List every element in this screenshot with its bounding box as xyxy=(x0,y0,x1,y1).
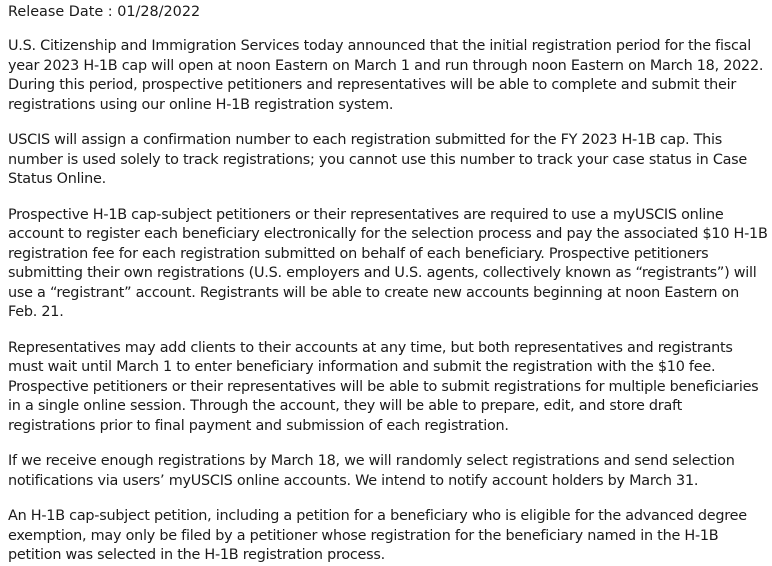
paragraph-selection-notifications: If we receive enough registrations by March 18, we will randomly select registrations and send selection notifications via users’ myUSCIS online accounts. We intend to notify account holders by March 31. xyxy=(8,453,735,489)
paragraph-petition-eligibility: An H-1B cap-subject petition, including a petition for a beneficiary who is eligible for the advanced degree exemption, may only be filed by a petitioner whose registration for the beneficiary named in the H-1B petition was selected in the H-1B registration process. xyxy=(8,508,747,563)
release-date-label: Release Date : xyxy=(8,4,113,20)
paragraph-representatives: Representatives may add clients to their accounts at any time, but both representatives and registrants must wait until March 1 to enter beneficiary information and submit the registration with the $10 fee. Prospective petitioners or their representatives will be able to submit registrations for multiple beneficiaries in a single online session. Through the account, they will be able to prepare, edit, and store draft registrations prior to final payment and submission of each registration. xyxy=(8,339,759,434)
paragraph-announcement: U.S. Citizenship and Immigration Services today announced that the initial registration period for the fiscal year 2023 H-1B cap will open at noon Eastern on March 1 and run through noon Eastern on March 18, 2022. During this period, prospective petitioners and representatives will be able to complete and submit their registrations using our online H-1B registration system. xyxy=(8,38,764,113)
release-date-line xyxy=(8,3,768,21)
paragraph-registration-requirements: Prospective H-1B cap-subject petitioners or their representatives are required to use a myUSCIS online account to register each beneficiary electronically for the selection process and pay the associated $10 H-1B registration fee for each registration submitted on behalf of each beneficiary. Prospective petitioners submitting their own registrations (U.S. employers and U.S. agents, collectively known as “registrants”) will use a “registrant” account. Registrants will be able to create new accounts beginning at noon Eastern on Feb. 21. xyxy=(8,206,768,320)
release-date-value: 01/28/2022 xyxy=(117,4,201,20)
paragraph-confirmation-number: USCIS will assign a confirmation number to each registration submitted for the FY 2023 H-1B cap. This number is used solely to track registrations; you cannot use this number to track your case status in Case Status Online. xyxy=(8,132,748,187)
